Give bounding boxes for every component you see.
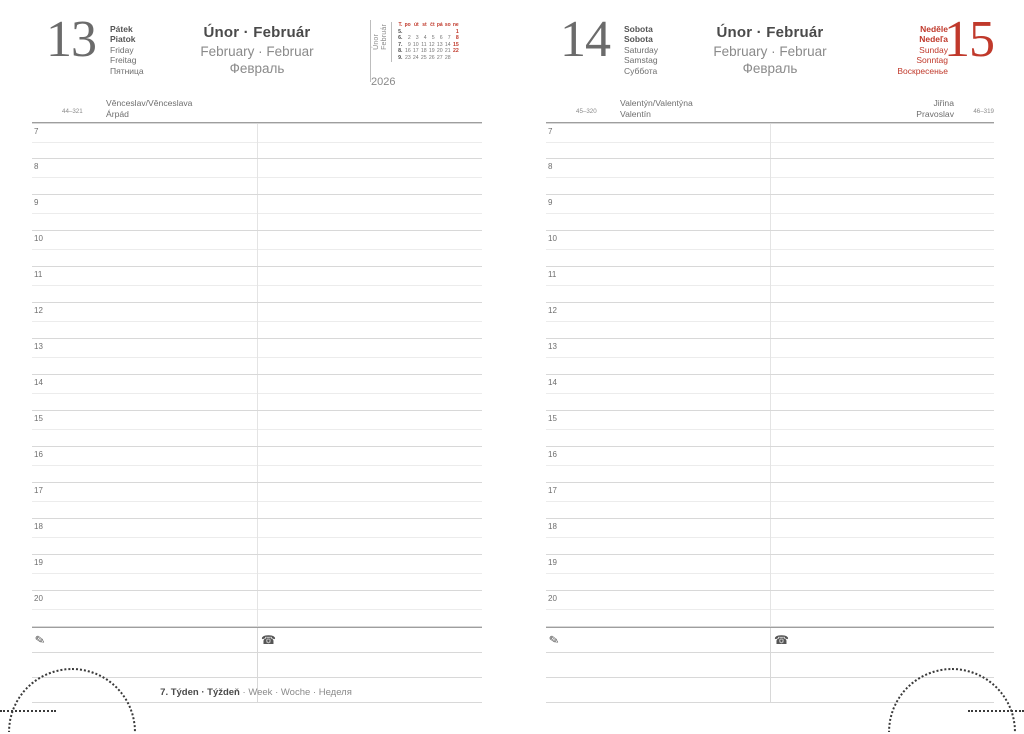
hour-label: 16 [34, 450, 43, 459]
left-page-header [32, 11, 482, 96]
hour-row[interactable] [32, 375, 482, 411]
column-divider [770, 447, 771, 482]
column-divider [770, 375, 771, 410]
hour-label: 10 [548, 234, 557, 243]
mini-day-sunday: 8 [455, 35, 459, 42]
mini-month-vertical-label: Únor Február [373, 24, 388, 50]
mini-col-fr: pá [436, 22, 443, 29]
mini-month-row [397, 35, 460, 42]
mini-day: 10 [412, 41, 419, 48]
hour-label: 16 [548, 450, 557, 459]
mini-day: 11 [421, 41, 427, 48]
hour-row[interactable] [546, 159, 994, 195]
mini-day-sunday: 1 [455, 28, 459, 35]
column-divider [770, 628, 771, 652]
mini-day: 26 [428, 55, 435, 62]
day-name-cs: Neděle [920, 24, 948, 34]
name-day-sk: Pravoslav [916, 108, 954, 119]
hour-row[interactable] [32, 483, 482, 519]
column-divider [257, 124, 258, 158]
hour-label: 20 [548, 594, 557, 603]
day-number-14: 14 [560, 11, 610, 68]
mini-day [428, 29, 436, 36]
mini-month-row [397, 42, 460, 49]
mini-day: 12 [428, 41, 435, 48]
month-name-primary: Únor · Február [203, 24, 311, 41]
hour-label: 20 [34, 594, 43, 603]
hour-row[interactable] [546, 519, 994, 555]
hour-row[interactable] [32, 267, 482, 303]
column-divider [770, 653, 771, 677]
hour-row[interactable] [546, 411, 994, 447]
mini-day [444, 29, 452, 36]
name-day-cs: Věnceslav/Věnceslava [106, 98, 193, 108]
hour-label: 19 [548, 558, 557, 567]
column-divider [257, 483, 258, 518]
mini-day [436, 29, 444, 36]
column-divider [770, 159, 771, 194]
column-divider [770, 124, 771, 158]
hour-label: 14 [34, 378, 43, 387]
mini-month-row [397, 55, 460, 62]
hour-row[interactable] [32, 303, 482, 339]
column-divider [257, 303, 258, 338]
mini-col-sa: so [444, 22, 451, 29]
hour-row[interactable] [546, 123, 994, 159]
mini-col-su: ne [452, 22, 459, 29]
column-divider [770, 411, 771, 446]
hour-row[interactable] [32, 195, 482, 231]
hour-row[interactable] [546, 195, 994, 231]
column-divider [257, 519, 258, 554]
hour-row[interactable] [546, 303, 994, 339]
pencil-icon: ✎ [33, 632, 47, 648]
hour-label: 8 [548, 162, 553, 171]
mini-col-tu: út [413, 22, 419, 29]
column-divider [257, 591, 258, 626]
mini-day: 14 [444, 41, 451, 48]
column-divider [770, 231, 771, 266]
hour-row[interactable] [32, 555, 482, 591]
mini-day-sunday [452, 55, 460, 62]
mini-col-th: čt [430, 22, 435, 29]
column-divider [257, 339, 258, 374]
mini-month-calendar [370, 20, 482, 88]
hour-label: 14 [548, 378, 557, 387]
notes-row-icons[interactable] [32, 627, 482, 653]
day-name-sk: Sobota [624, 34, 653, 45]
week-number: 7. Týden · Týždeň [160, 687, 240, 698]
mini-month-row [397, 29, 460, 36]
day-name-ru: Пятница [110, 65, 144, 76]
phone-icon: ☎ [261, 633, 276, 647]
day-name-de: Freitag [110, 55, 137, 66]
mini-day: 16 [404, 48, 411, 55]
name-day-hu: Árpád [106, 108, 129, 119]
mini-day: 9 [407, 41, 411, 48]
hour-label: 7 [34, 127, 39, 136]
sunday-name-day-list [916, 98, 954, 119]
column-divider [257, 555, 258, 590]
column-divider [257, 411, 258, 446]
day-name-sk: Nedeľa [919, 34, 948, 45]
day-name-cs: Pátek [110, 24, 133, 34]
day-number-15: 15 [944, 11, 994, 68]
hour-row[interactable] [546, 555, 994, 591]
left-name-days [32, 98, 482, 120]
mini-day: 17 [412, 48, 419, 55]
column-divider [770, 591, 771, 626]
mini-day [404, 29, 412, 36]
mini-day: 21 [444, 48, 451, 55]
mini-month-row [397, 48, 460, 55]
day-name-de: Samstag [624, 55, 658, 66]
hour-label: 10 [34, 234, 43, 243]
column-divider [770, 555, 771, 590]
week-footer-languages: · Week · Woche · Неделя [239, 687, 352, 698]
hour-label: 13 [548, 342, 557, 351]
right-page [512, 0, 1024, 734]
mini-col-we: st [422, 22, 427, 29]
column-divider [257, 375, 258, 410]
day-name-de: Sonntag [916, 55, 948, 66]
name-day-cs: Jiřina [933, 98, 954, 108]
day-name-ru: Воскресенье [897, 65, 948, 76]
column-divider [770, 303, 771, 338]
mini-day: 7 [447, 35, 451, 42]
column-divider [257, 447, 258, 482]
mini-week-label: 5. [398, 28, 403, 35]
mini-day-sunday: 15 [452, 41, 459, 48]
hour-row[interactable] [546, 267, 994, 303]
column-divider [257, 231, 258, 266]
mini-day: 28 [444, 55, 451, 62]
hour-label: 8 [34, 162, 39, 171]
hour-row[interactable] [546, 339, 994, 375]
mini-day [420, 29, 428, 36]
mini-col-week: T. [398, 22, 403, 29]
phone-icon: ☎ [774, 633, 789, 647]
mini-day: 18 [420, 48, 427, 55]
mini-day: 6 [439, 35, 443, 42]
hour-row[interactable] [546, 231, 994, 267]
column-divider [770, 678, 771, 702]
hour-row[interactable] [32, 591, 482, 627]
mini-day: 24 [412, 55, 419, 62]
day-name-en: Sunday [919, 44, 948, 55]
column-divider [257, 195, 258, 230]
mini-day: 5 [431, 35, 435, 42]
notes-row-icons[interactable] [546, 627, 994, 653]
hour-row[interactable] [32, 447, 482, 483]
name-day-list [106, 98, 192, 119]
hour-label: 18 [548, 522, 557, 531]
column-divider [770, 267, 771, 302]
day-of-year-code: 44–321 [62, 108, 83, 115]
column-divider [257, 267, 258, 302]
column-divider [770, 195, 771, 230]
year-label: 2026 [371, 76, 396, 88]
column-divider [257, 159, 258, 194]
day-name-sk: Piatok [110, 34, 136, 45]
column-divider [770, 519, 771, 554]
column-divider [257, 628, 258, 652]
hour-label: 11 [34, 270, 43, 279]
right-month-block [546, 24, 994, 76]
right-hour-grid [546, 123, 994, 627]
hour-row[interactable] [32, 339, 482, 375]
mini-day: 2 [407, 35, 411, 42]
hour-label: 13 [34, 342, 43, 351]
hour-label: 17 [34, 486, 43, 495]
mini-day: 27 [436, 55, 443, 62]
hour-row[interactable] [546, 447, 994, 483]
mini-day: 20 [436, 48, 443, 55]
mini-day: 23 [404, 55, 411, 62]
hour-row[interactable] [32, 231, 482, 267]
hour-label: 15 [548, 414, 557, 423]
hour-label: 17 [548, 486, 557, 495]
month-name-primary: Únor · Február [716, 24, 824, 41]
mini-day: 13 [436, 41, 443, 48]
hour-row[interactable] [32, 519, 482, 555]
name-day-cs: Valentýn/Valentýna [620, 98, 693, 108]
mini-day: 3 [415, 35, 419, 42]
name-day-sk: Valentín [620, 108, 651, 119]
left-hour-grid [32, 123, 482, 627]
column-divider [257, 653, 258, 677]
day-of-year-code-sunday: 46–319 [973, 108, 994, 115]
hour-label: 7 [548, 127, 553, 136]
hour-label: 19 [34, 558, 43, 567]
right-name-days [546, 98, 994, 120]
mini-day: 4 [423, 35, 427, 42]
month-name-secondary: February · Februar [200, 44, 314, 59]
hour-label: 18 [34, 522, 43, 531]
day-name-en: Friday [110, 44, 134, 55]
mini-month-header-row [397, 22, 460, 29]
mini-col-mo: po [404, 22, 411, 29]
hour-label: 9 [34, 198, 39, 207]
day-name-en: Saturday [624, 44, 659, 55]
day-number-13: 13 [46, 11, 96, 68]
mini-month-grid [391, 22, 460, 62]
hour-label: 12 [34, 306, 43, 315]
mini-day [412, 29, 420, 36]
mini-week-label: 6. [398, 35, 403, 42]
hour-row[interactable] [32, 159, 482, 195]
month-name-russian: Февраль [229, 61, 285, 76]
mini-week-label: 7. [398, 41, 403, 48]
saturday-name-day-list [620, 98, 693, 119]
hour-row[interactable] [32, 411, 482, 447]
mini-week-label: 9. [398, 55, 403, 62]
hour-row[interactable] [546, 375, 994, 411]
day-name-cs: Sobota [624, 24, 653, 34]
hour-row[interactable] [546, 483, 994, 519]
pencil-icon: ✎ [547, 632, 561, 648]
hour-row[interactable] [32, 123, 482, 159]
column-divider [770, 483, 771, 518]
day-of-year-code-saturday: 45–320 [576, 108, 597, 115]
day-name-ru: Суббота [624, 65, 658, 76]
month-name-secondary: February · Februar [713, 44, 827, 59]
hour-label: 15 [34, 414, 43, 423]
mini-day: 25 [420, 55, 427, 62]
right-page-header [546, 11, 994, 96]
month-name-russian: Февраль [742, 61, 798, 76]
hour-label: 12 [548, 306, 557, 315]
mini-day-sunday: 22 [452, 48, 459, 55]
column-divider [770, 339, 771, 374]
hour-row[interactable] [546, 591, 994, 627]
hour-label: 9 [548, 198, 553, 207]
mini-week-label: 8. [398, 48, 403, 55]
mini-day: 19 [428, 48, 435, 55]
hour-label: 11 [548, 270, 557, 279]
